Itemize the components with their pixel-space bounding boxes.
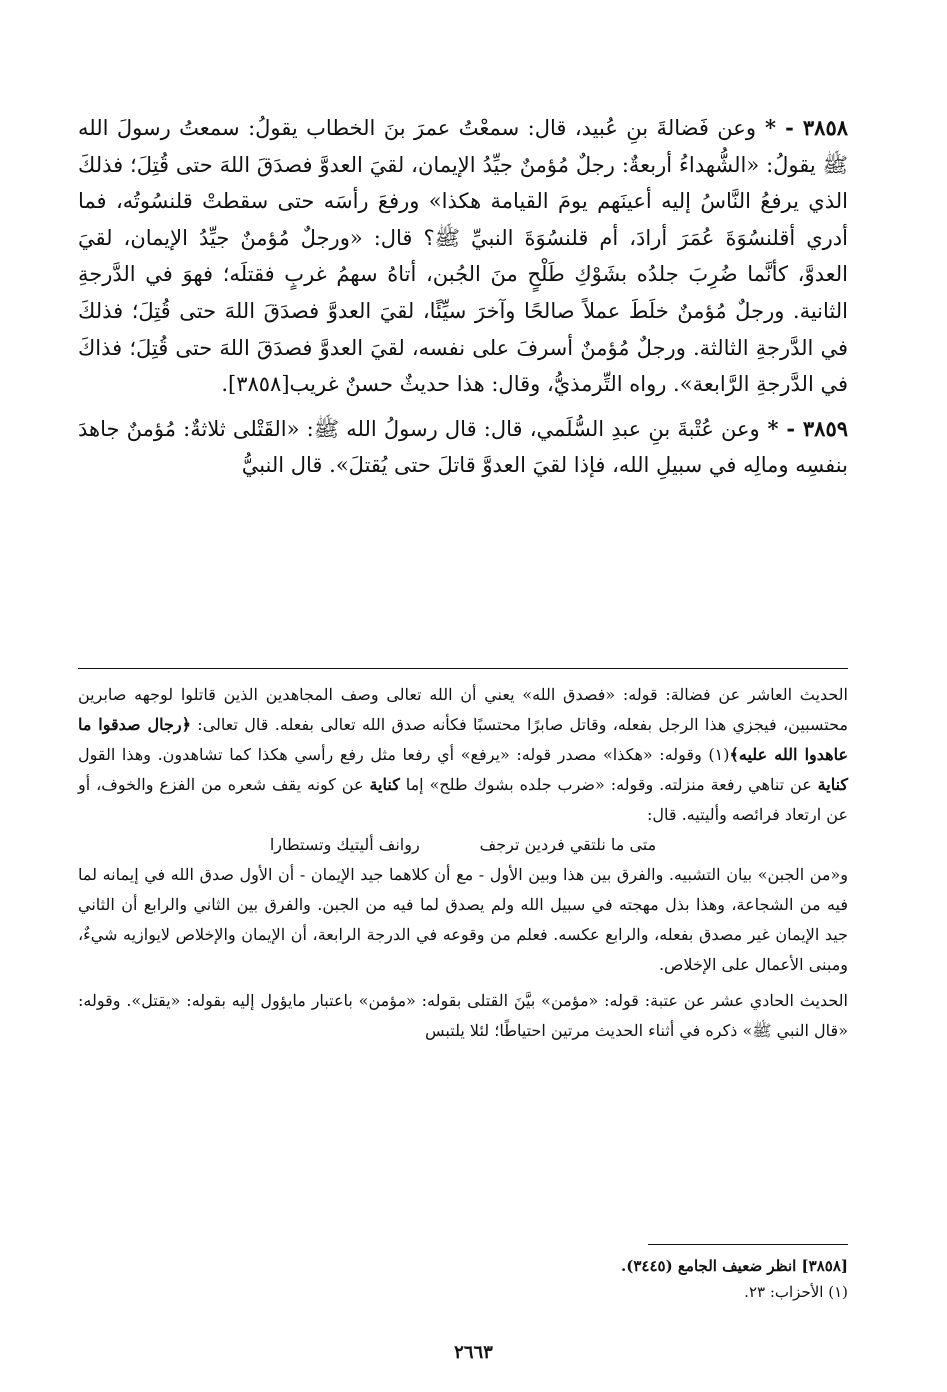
commentary-paragraph <box>78 680 848 830</box>
commentary-paragraph: و«من الجبن» بيان التشبيه. والفرق بين هذا وبين الأول - مع أن كلاهما جيد الإيمان - أن الأول صدق الله في إيمانه لما فيه من الشجاعة، وهذا بذل مهجته في سبيل الله ولم يصدق لما فيه من الجبن. والفرق بين الثاني والرابع أن الثاني جيد الإيمان غير مصدق بفعله، والرابع عكسه. فعلم من وقوعه في الدرجة الرابعة، أن الإيمان والإخلاص لايوازيه شيءٌ، ومبنى الأعمال على الإخلاص. <box>78 865 848 974</box>
quran-verse: ﴿رجال صدقوا ما عاهدوا الله عليه﴾ <box>78 715 848 764</box>
commentary-section <box>78 680 848 1046</box>
keyword: كناية <box>817 775 849 794</box>
hadith-3859 <box>78 411 848 484</box>
footnote-rule <box>648 1244 848 1245</box>
hadith-text: وعن فَضالةَ بنِ عُبيد، قال: سمعْتُ عمرَ بنَ الخطاب يقولُ: سمعتُ رسولَ الله ﷺ يقولُ: «الشُّهداءُ أربعةٌ: رجلٌ مُؤمنٌ جيِّدُ الإيمان، لقيَ العدوَّ فصدَقَ اللهَ حتى قُتِلَ؛ فذلكَ الذي يرفعُ النَّاسُ إليه أعينَهم يومَ القيامة هكذا» ورفعَ رأسَه حتى سقطتْ قلنسُوتُه، فما أدري أقلنسُوَةَ عُمَرَ أرادَ، أم قلنسُوَةَ النبيِّ ﷺ؟ قال: «ورجلٌ مُؤمنٌ جيِّدُ الإيمان، لقيَ العدوَّ، كأنَّما ضُرِبَ جلدُه بشَوْكِ طَلْحٍ منَ الجُبن، أتاهُ سهمُ غربٍ فقتلَه؛ فهوَ في الدَّرجةِ الثانية. ورجلٌ مُؤمنٌ خلَطَ عملاً صالحًا وآخرَ سيِّئًا، لقيَ العدوَّ فصدَقَ اللهَ حتى قُتِلَ؛ فذلكَ في الدَّرجةِ الثالثة. ورجلٌ مُؤمنٌ أسرفَ على نفسه، لقيَ العدوَّ فصدَقَ اللهَ حتى قُتِلَ؛ فذاكَ في الدَّرجةِ الرَّابعة». رواه التِّرمذيُّ، وقال: هذا حديثٌ حسنٌ غريب[٣٨٥٨]. <box>78 116 849 397</box>
commentary-text: (١) وقوله: «هكذا» مصدر قوله: «يرفع» أي رفعا مثل رفع رأسي هكذا كما تشاهدون. وهذا القول <box>78 745 730 764</box>
star-marker: * <box>755 115 777 140</box>
footnotes <box>78 1244 848 1305</box>
footnote-reference: [٣٨٥٨] انظر ضعيف الجامع (٣٤٤٥). <box>621 1257 848 1275</box>
commentary-paragraph: الحديث الحادي عشر عن عتبة: قوله: «مؤمن» بيَّنَ القتلى بقوله: «مؤمن» باعتبار مايؤول إليه بقوله: «يقتل». وقوله: «قال النبي ﷺ» ذكره في أثناء الحديث مرتين احتياطًا؛ لئلا يلتبس <box>78 991 848 1040</box>
hadith-main-text <box>78 110 848 484</box>
star-marker: * <box>759 415 779 441</box>
keyword: كناية <box>369 775 400 794</box>
section-divider <box>78 668 848 669</box>
poem-line <box>78 830 848 860</box>
footnote-1: (١) الأحزاب: ٢٣. <box>744 1283 848 1301</box>
page-number: ٢٦٦٣ <box>454 1342 493 1363</box>
hadith-number: ٣٨٥٩ - <box>778 415 849 441</box>
hadith-text: وعن عُتْبةَ بنِ عبدِ السُّلَمي، قال: قال رسولُ الله ﷺ: «القَتْلى ثلاثةٌ: مُؤمنٌ جاهدَ بنفسِه ومالِه في سبيلِ الله، فإذا لقيَ العدوَّ قاتلَ حتى يُقتلَ». قال النبيُّ <box>78 416 848 478</box>
commentary-text: عن كونه يقف شعره من الفزع والخوف، أو عن ارتعاد فرائصه وأليتيه. قال: <box>78 775 848 824</box>
hadith-3858 <box>78 110 848 403</box>
hadith-number: ٣٨٥٨ - <box>776 115 849 140</box>
poem-hemistich-first: متى ما نلتقي فردين ترجف <box>479 835 657 854</box>
poem-hemistich-second: روانف أليتيك وتستطارا <box>269 835 420 854</box>
commentary-text: الحديث العاشر عن فضالة: قوله: «فصدق الله» يعني أن الله تعالى وصف المجاهدين الذين قاتلوا لوجهه صابرين محتسبين، فيجزي هذا الرجل بفعله، وقاتل صابرًا محتسبًا فكأنه صدق الله تعالى بفعله. قال تعالى: <box>78 685 849 734</box>
commentary-text: عن تناهي رفعة منزلته. وقوله: «ضرب جلده بشوك طلح» إما <box>399 775 818 794</box>
